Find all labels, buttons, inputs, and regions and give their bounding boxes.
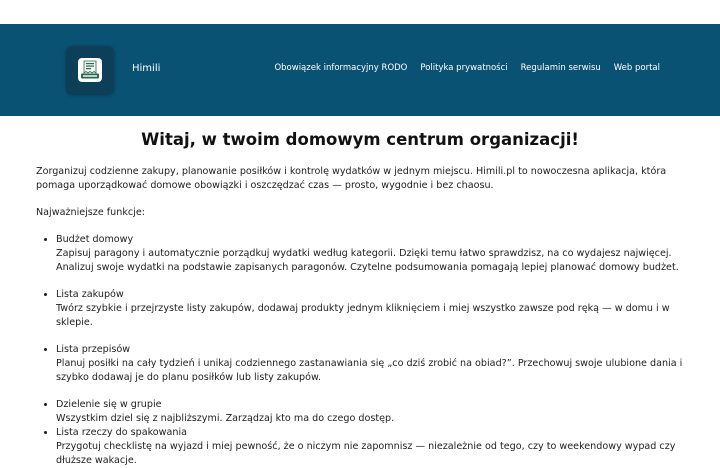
- site-header: [0, 24, 720, 116]
- list-item: [56, 343, 684, 385]
- features-list: [36, 233, 684, 468]
- feature-description: Zapisuj paragony i automatycznie porządkuj wydatki według kategorii. Dzięki temu łatwo sprawdzisz, na co wydajesz najwięcej. Analizuj swoje wydatki na podstawie zapisanych paragonów. Czytelne podsumowania pomagają lepiej planować domowy budżet.: [56, 248, 679, 273]
- nav-link-web-portal[interactable]: Web portal: [613, 63, 660, 73]
- top-nav: [274, 63, 660, 73]
- feature-title: • Lista przepisów: [56, 344, 131, 355]
- list-item: [56, 398, 684, 426]
- brand-name[interactable]: Himili: [132, 63, 161, 74]
- feature-description: Wszystkim dziel się z najbliższymi. Zarządzaj kto ma do czego dostęp.: [56, 413, 395, 424]
- receipt-scroll-icon: [75, 54, 105, 86]
- feature-title: • Lista zakupów: [56, 289, 124, 300]
- feature-description: Twórz szybkie i przejrzyste listy zakupów, dodawaj produkty jednym kliknięciem i miej wszystko zawsze pod ręką — w domu i w sklepie.: [56, 303, 670, 328]
- features-heading: Najważniejsze funkcje:: [36, 207, 145, 218]
- feature-title: • Budżet domowy: [56, 234, 134, 245]
- feature-title: • Lista rzeczy do spakowania: [56, 427, 188, 438]
- logo-link[interactable]: [66, 46, 114, 94]
- feature-title: • Dzielenie się w grupie: [56, 399, 162, 410]
- list-item: [56, 288, 684, 330]
- feature-description: Przygotuj checklistę na wyjazd i miej pewność, że o niczym nie zapomnisz — niezależnie od tego, czy to weekendowy wypad czy dłuższe wakacje.: [56, 441, 676, 466]
- feature-description: Planuj posiłki na cały tydzień i unikaj codziennego zastanawiania się „co dziś zrobić na obiad?”. Przechowuj swoje ulubione dania i szybko dodawaj je do planu posiłków lub listy zakupów.: [56, 358, 683, 383]
- page-title: Witaj, w twoim domowym centrum organizacji!: [141, 130, 579, 149]
- intro-paragraph: Zorganizuj codzienne zakupy, planowanie posiłków i kontrolę wydatków w jednym miejscu. Himili.pl to nowoczesna aplikacja, która pomaga uporządkować domowe obowiązki i oszczędzać czas — prosto, wygodnie i bez chaosu.: [36, 166, 667, 191]
- list-item: [56, 426, 684, 468]
- main-content: [0, 130, 720, 468]
- nav-link-privacy-policy[interactable]: Polityka prywatności: [420, 63, 508, 73]
- nav-link-rodo[interactable]: Obowiązek informacyjny RODO: [274, 63, 408, 73]
- nav-link-terms[interactable]: Regulamin serwisu: [520, 63, 601, 73]
- list-item: [56, 233, 684, 275]
- top-spacer: [0, 0, 720, 24]
